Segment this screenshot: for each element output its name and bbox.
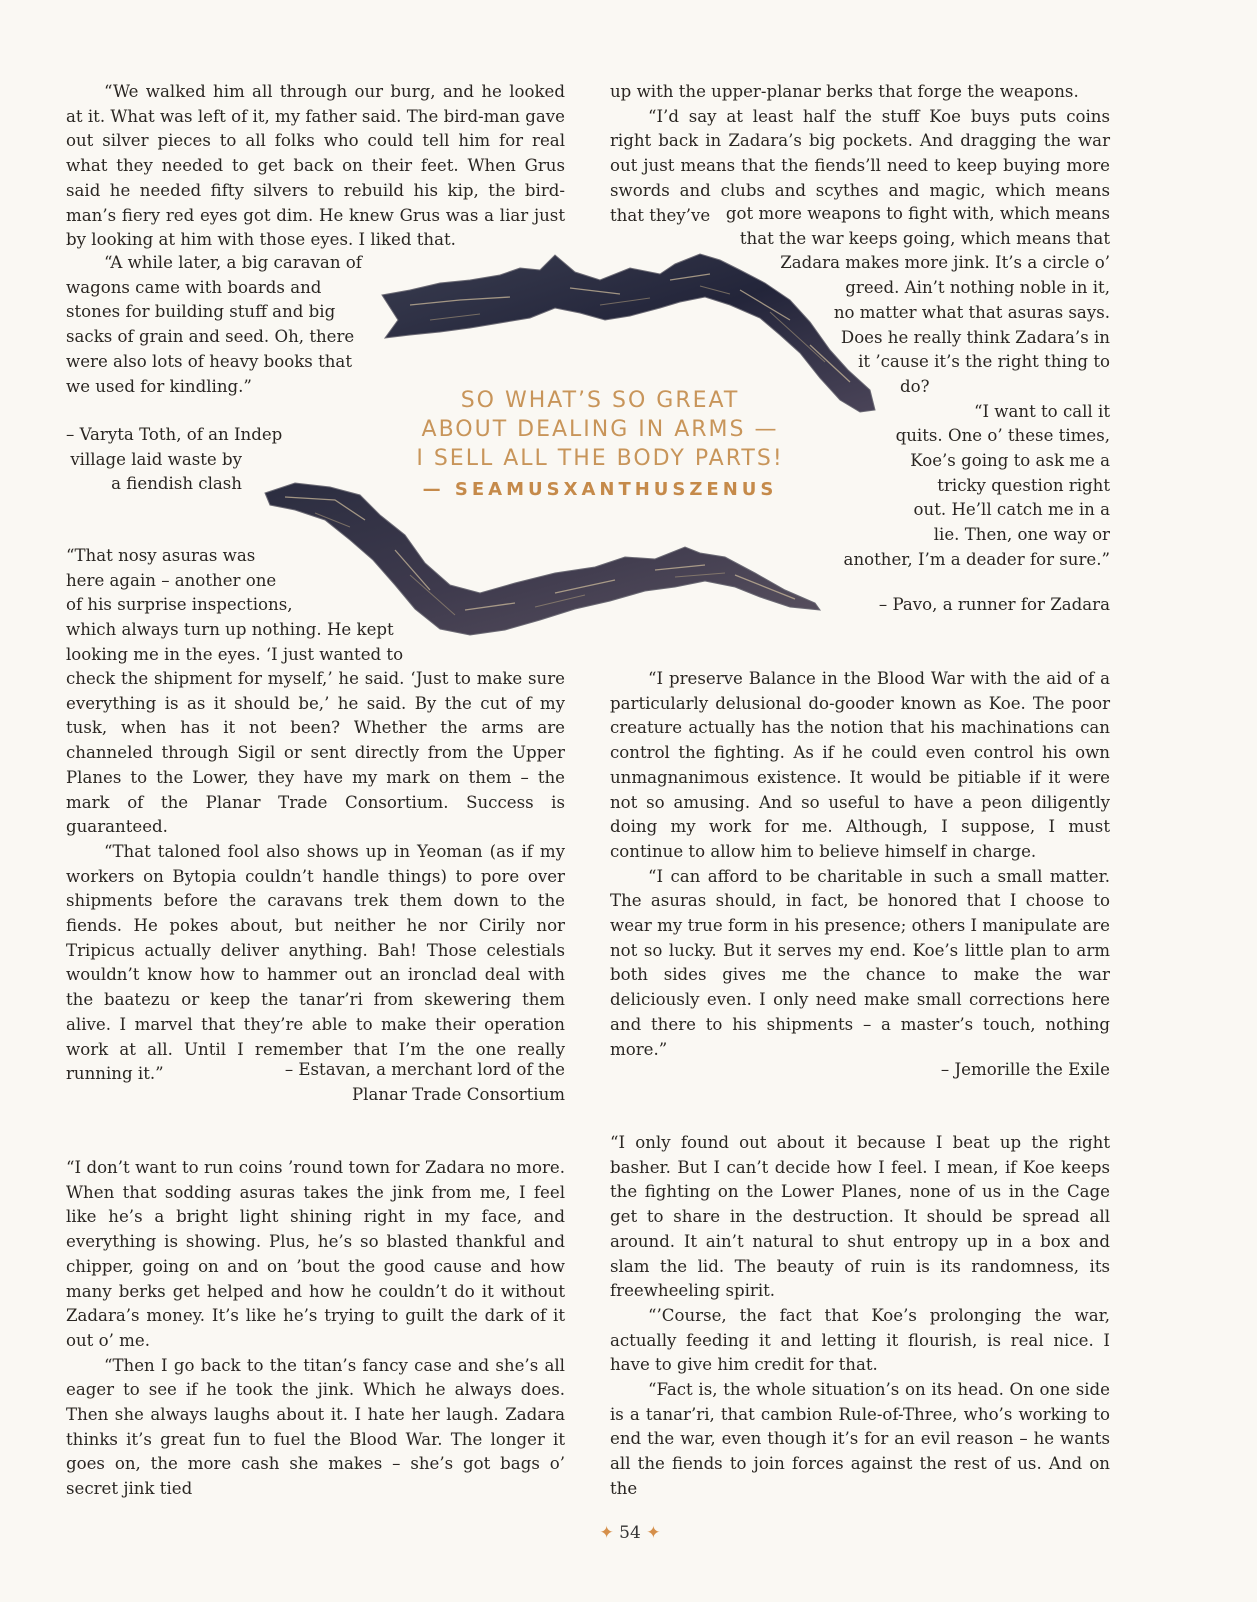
text-line: “I want to call it: [973, 401, 1110, 421]
text-line: we used for kindling.”: [66, 376, 252, 396]
text-line: Koe’s going to ask me a: [910, 451, 1110, 471]
text-line: were also lots of heavy books that: [66, 351, 352, 371]
attribution-line: Planar Trade Consortium: [352, 1084, 565, 1104]
quote-paragraph: up with the upper-planar berks that forge the weapons.: [610, 82, 1079, 101]
text-line: out. He’ll catch me in a: [913, 500, 1110, 520]
text-line: tricky question right: [937, 475, 1110, 495]
quote-paragraph: “I don’t want to run coins ’round town for Zadara no more. When that sodding asuras takes the jink from me, I feel like he’s a bright light shining right in my face, and everything is showing. Plus, he’s so blasted thankful and chipper, going on and on ’bout the good cause and how many berks get helped and how he couldn’t do it without Zadara’s money. It’s like he’s trying to guilt the dark of it out o’ me.: [66, 1158, 565, 1350]
quote-paragraph: “I’d say at least half the stuff Koe buys puts coins right back in Zadara’s big pockets. And dragging the war out just means that the fiends’ll need to keep buying more swords and clubs and scythes and magic, which means that they’ve: [610, 106, 1110, 225]
text-line: do?: [900, 376, 930, 396]
page-folio: [560, 1523, 700, 1543]
left-mid-column: [66, 667, 565, 1087]
left-bottom-column: [66, 1156, 565, 1502]
attribution-line: village laid waste by: [70, 449, 242, 469]
quote-paragraph: “Then I go back to the titan’s fancy case and she’s all eager to see if he took the jink. Which he always does. Then she always laughs about it. I hate her laugh. Zadara thinks it’s great fun to fuel the Blood War. The longer it goes on, the more cash she makes – she’s got bags o’ secret jink tied: [66, 1355, 565, 1499]
star-ornament-icon: ✦: [599, 1523, 614, 1543]
quote-paragraph: “’Course, the fact that Koe’s prolonging the war, actually feeding it and letting it flourish, is real nice. I have to give him credit for that.: [610, 1305, 1110, 1375]
attribution-line: – Estavan, a merchant lord of the: [284, 1060, 565, 1079]
pull-quote-attribution: — SEAMUSXANTHUSZENUS: [422, 479, 778, 500]
text-line: got more weapons to fight with, which means: [725, 204, 1110, 223]
quote-paragraph: “I preserve Balance in the Blood War with the aid of a particularly delusional do-gooder known as Koe. The poor creature actually has the notion that his machinations can control the fighting. As if he could even control his own unmagnanimous existence. It would be pitiable if it were not so amusing. And so useful to have a peon diligently doing my work for me. Although, I suppose, I must continue to allow him to believe himself in charge.: [610, 669, 1110, 861]
right-bottom-column: [610, 1131, 1110, 1502]
text-line: greed. Ain’t nothing noble in it,: [845, 278, 1110, 298]
quote-paragraph: “That taloned fool also shows up in Yeoman (as if my workers on Bytopia couldn’t handle things) to pore over shipments before the caravans trek them down to the fiends. He pokes about, but neither he nor Cirily nor Tripicus actually deliver anything. Bah! Those celestials wouldn’t know how to hammer out an ironclad deal with the baatezu or keep the tanar’ri from skewering them alive. I marvel that they’re able to make their operation work at all. Until I remember that I’m the one really running it.”: [66, 841, 565, 1084]
text-line: Zadara makes more jink. It’s a circle o’: [780, 253, 1110, 273]
attribution-line: – Varyta Toth, of an Indep: [66, 425, 283, 444]
text-line: “A while later, a big caravan of: [104, 253, 362, 272]
attribution-varyta: [66, 423, 283, 497]
text-line: Does he really think Zadara’s in: [840, 327, 1110, 347]
star-ornament-icon: ✦: [646, 1523, 661, 1543]
left-top-wrap: [66, 251, 362, 399]
quote-paragraph: “I only found out about it because I beat up the right basher. But I can’t decide how I feel. I mean, if Koe keeps the fighting on the Lower Planes, none of us in the Cage get to share in the destruction. It should be spread all around. It ain’t natural to shut entropy up in a box and slam the lid. The beauty of ruin is its randomness, its freewheeling spirit.: [610, 1133, 1110, 1301]
text-line: stones for building stuff and big: [66, 302, 336, 322]
text-line: here again – another one: [66, 570, 277, 590]
attribution-line: – Jemorille the Exile: [940, 1060, 1110, 1079]
quote-paragraph: “We walked him all through our burg, and he looked at it. What was left of it, my father said. The bird-man gave out silver pieces to all folks who could tell him for real what they needed to get back on their feet. When Grus said he needed fifty silvers to rebuild his kip, the bird-man’s fiery red eyes got dim. He knew Grus was a liar just by looking at him with those eyes. I liked that.: [66, 82, 565, 250]
attribution-jemorille: [610, 1058, 1110, 1083]
page-number: 54: [619, 1523, 641, 1543]
quote-paragraph: check the shipment for myself,’ he said. ‘Just to make sure everything is as it should be,’ he said. By the cut of my tusk, when has it not been? Whether the arms are channeled through Sigil or sent directly from the Upper Planes to the Lower, they have my mark on them – the mark of the Planar Trade Consortium. Success is guaranteed.: [66, 669, 565, 837]
text-line: no matter what that asuras says.: [833, 302, 1110, 322]
text-line: lie. Then, one way or: [933, 525, 1110, 545]
pull-quote-line: ABOUT DEALING IN ARMS —: [421, 417, 779, 442]
text-line: “That nosy asuras was: [66, 546, 256, 565]
pull-quote-line: SO WHAT’S SO GREAT: [460, 388, 740, 413]
pull-quote: [330, 386, 870, 500]
text-line: sacks of grain and seed. Oh, there: [66, 327, 355, 347]
torn-stone-band-lower: [255, 475, 835, 645]
quote-paragraph: “Fact is, the whole situation’s on its head. On one side is a tanar’ri, that cambion Rule-of-Three, who’s working to end the war, even though it’s for an evil reason – he wants all the fiends to join forces against the rest of us. And on the: [610, 1380, 1110, 1498]
quote-paragraph: “I can afford to be charitable in such a small matter. The asuras should, in fact, be honored that I choose to wear my true form in his presence; others I manipulate are not so lucky. But it serves my end. Koe’s little plan to arm both sides gives me the chance to make the war deliciously even. I only need make small corrections here and there to his shipments – a master’s touch, nothing more.”: [610, 866, 1110, 1059]
text-line: looking me in the eyes. ‘I just wanted to: [66, 644, 404, 664]
text-line: of his surprise inspections,: [66, 595, 293, 615]
text-line: another, I’m a deader for sure.”: [843, 549, 1110, 569]
attribution-line: – Pavo, a runner for Zadara: [878, 595, 1110, 614]
text-line: which always turn up nothing. He kept: [66, 620, 394, 640]
text-line: that the war keeps going, which means that: [739, 228, 1110, 248]
pull-quote-line: I SELL ALL THE BODY PARTS!: [416, 446, 784, 471]
right-mid-column: [610, 667, 1110, 1062]
left-top-column: [66, 80, 565, 253]
attribution-estavan: [66, 1058, 565, 1107]
text-line: it ’cause it’s the right thing to: [858, 352, 1110, 372]
attribution-line: a fiendish clash: [111, 474, 242, 494]
text-line: wagons came with boards and: [66, 277, 322, 297]
text-line: quits. One o’ these times,: [895, 426, 1110, 446]
